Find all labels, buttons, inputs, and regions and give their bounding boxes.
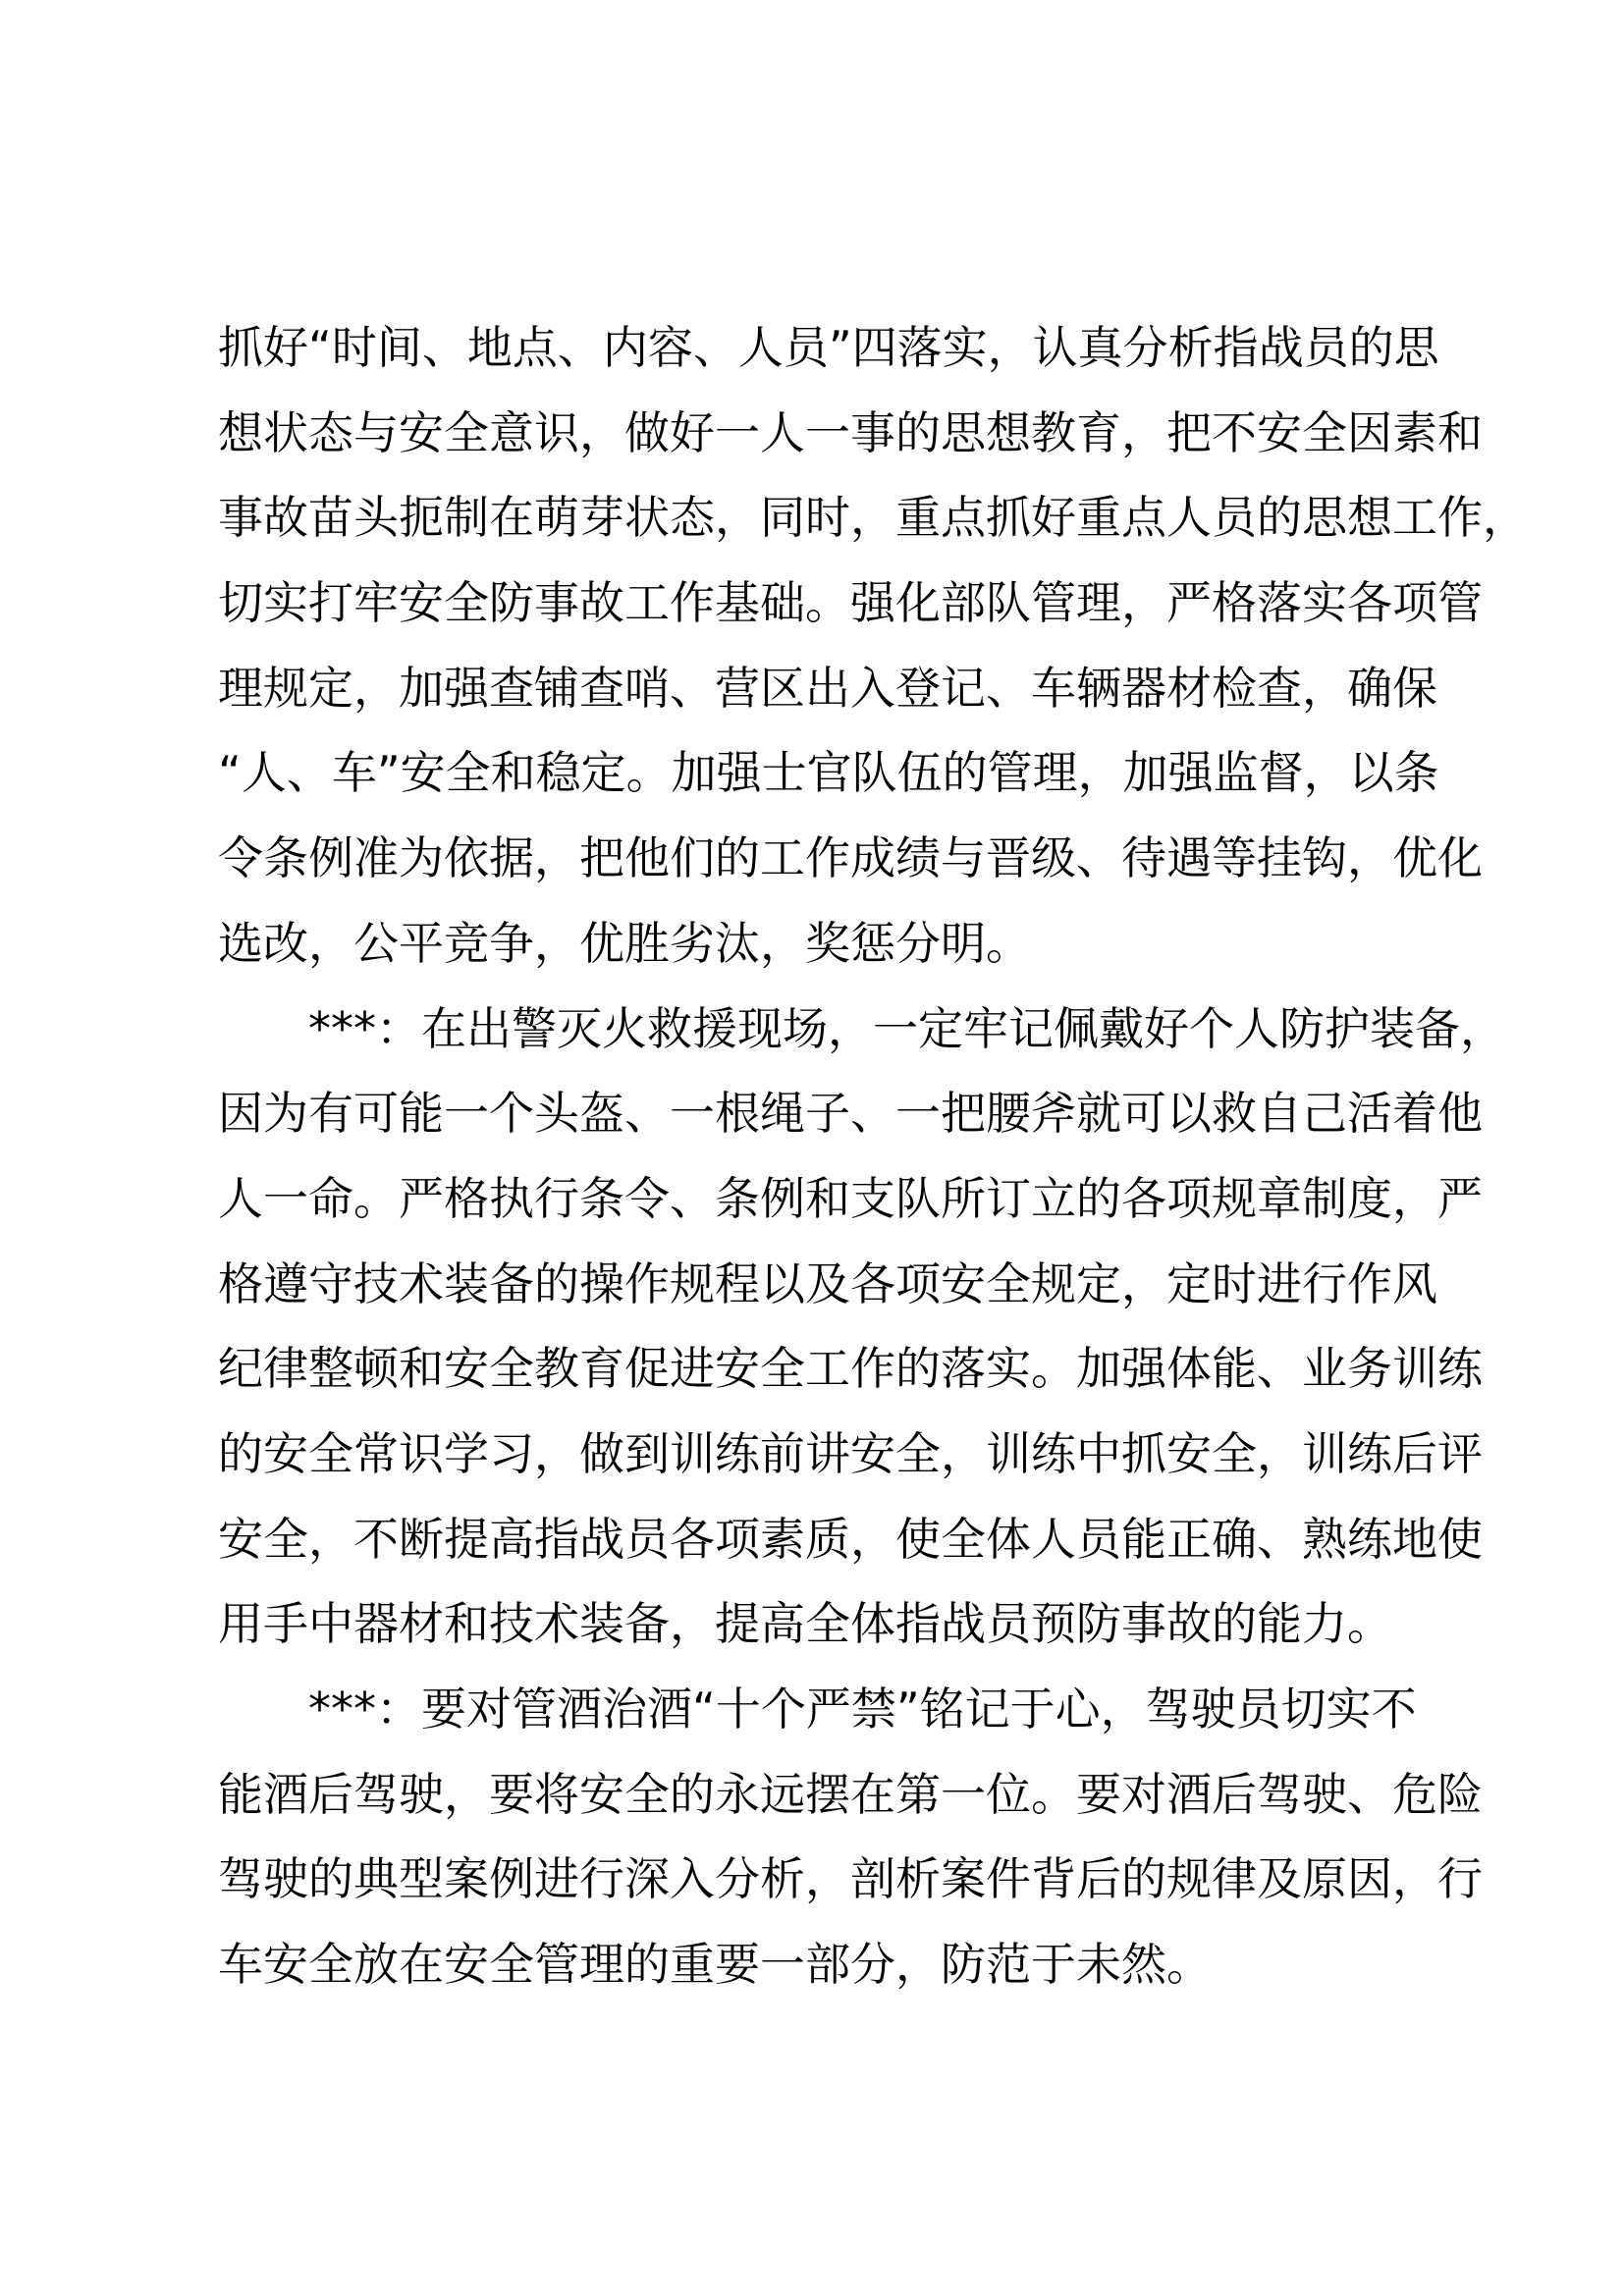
- text-line: 车安全放在安全管理的重要一部分，防范于未然。: [218, 1938, 1212, 1992]
- text-line: “人、车”安全和稳定。加强士官队伍的管理，加强监督，以条: [218, 746, 1439, 800]
- paragraph-3: [218, 1674, 1483, 2014]
- text-line: 人一命。严格执行条令、条例和支队所订立的各项规章制度，严: [218, 1171, 1483, 1225]
- text-line: 令条例准为依据，把他们的工作成绩与晋级、待遇等挂钩，优化: [218, 831, 1483, 885]
- text-line: 驾驶的典型案例进行深入分析，剖析案件背后的规律及原因，行: [218, 1852, 1483, 1906]
- text-line: 切实打牢安全防事故工作基础。强化部队管理，严格落实各项管: [218, 576, 1483, 630]
- text-line: 能酒后驾驶，要将安全的永远摆在第一位。要对酒后驾驶、危险: [218, 1767, 1483, 1821]
- text-line: 用手中器材和技术装备，提高全体指战员预防事故的能力。: [218, 1597, 1392, 1651]
- body-text: [218, 312, 1528, 2014]
- paragraph-1: [218, 312, 1528, 993]
- text-line-indented: ***：在出警灭火救援现场，一定牢记佩戴好个人防护装备，: [308, 1001, 1505, 1055]
- text-line: 因为有可能一个头盔、一根绳子、一把腰斧就可以救自己活着他: [218, 1087, 1483, 1141]
- paragraph-2: [218, 993, 1505, 1675]
- text-line: 的安全常识学习，做到训练前讲安全，训练中抓安全，训练后评: [218, 1426, 1483, 1480]
- text-line: 纪律整顿和安全教育促进安全工作的落实。加强体能、业务训练: [218, 1342, 1483, 1396]
- text-line: 选改，公平竞争，优胜劣汰，奖惩分明。: [218, 916, 1031, 970]
- text-line: 事故苗头扼制在萌芽状态，同时，重点抓好重点人员的思想工作，: [218, 491, 1528, 545]
- text-line: 抓好“时间、地点、内容、人员”四落实，认真分析指战员的思: [218, 321, 1439, 374]
- text-line-indented: ***：要对管酒治酒“十个严禁”铭记于心，驾驶员切实不: [308, 1682, 1417, 1735]
- text-line: 想状态与安全意识，做好一人一事的思想教育，把不安全因素和: [218, 405, 1483, 459]
- text-line: 理规定，加强查铺查哨、营区出入登记、车辆器材检查，确保: [218, 661, 1437, 715]
- text-line: 格遵守技术装备的操作规程以及各项安全规定，定时进行作风: [218, 1256, 1437, 1310]
- text-line: 安全，不断提高指战员各项素质，使全体人员能正确、熟练地使: [218, 1512, 1483, 1566]
